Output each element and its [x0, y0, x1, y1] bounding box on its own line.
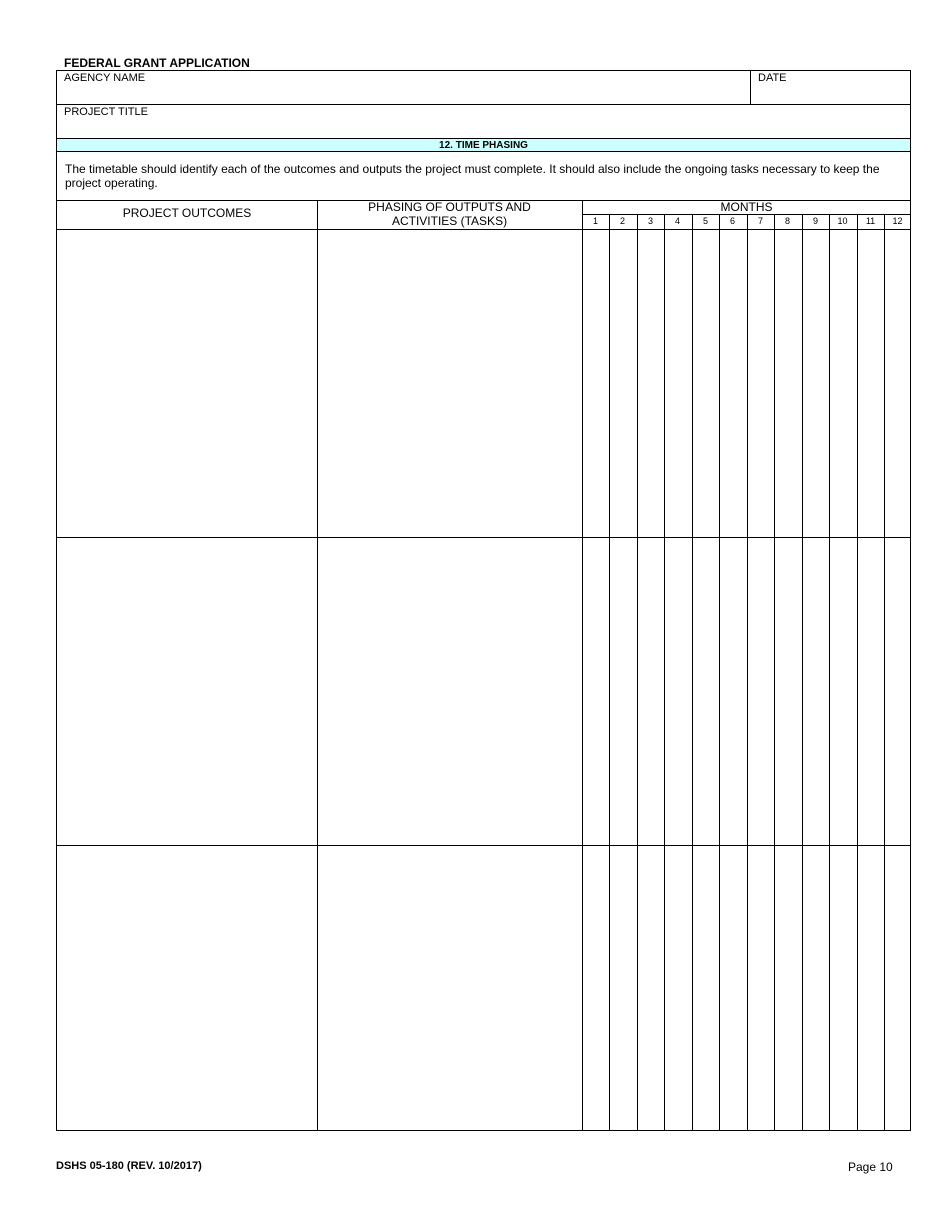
month-11: 11: [865, 216, 876, 226]
col-line-m2: [637, 214, 638, 1131]
month-8: 8: [784, 216, 790, 226]
agency-name-field[interactable]: [57, 71, 750, 104]
col-line-m4: [692, 214, 693, 1131]
month-3: 3: [647, 216, 653, 226]
month-12: 12: [892, 216, 903, 226]
month-1: 1: [592, 216, 598, 226]
col-line-m7: [774, 214, 775, 1131]
month-6: 6: [729, 216, 735, 226]
date-field[interactable]: [751, 71, 911, 104]
form-number: DSHS 05-180 (REV. 10/2017): [56, 1160, 202, 1172]
col-line-m3: [664, 214, 665, 1131]
form-title: FEDERAL GRANT APPLICATION: [64, 56, 250, 70]
page-number: Page 10: [848, 1160, 893, 1174]
col-phasing-line1: PHASING OF OUTPUTS AND: [368, 200, 531, 214]
tasks-cell-1[interactable]: [318, 230, 582, 537]
instructions-text: The timetable should identify each of the outcomes and outputs the project must complete. It should also include the ongoing tasks necessary to keep the project operating.: [65, 162, 880, 190]
outcome-cell-3[interactable]: [57, 846, 317, 1131]
agency-name-label: AGENCY NAME: [64, 72, 146, 84]
month-7: 7: [757, 216, 763, 226]
col-line-m5: [719, 214, 720, 1131]
col-line-m10: [857, 214, 858, 1131]
form-box: [56, 70, 911, 1131]
col-months: MONTHS: [720, 200, 773, 214]
col-line-m9: [829, 214, 830, 1131]
tasks-cell-2[interactable]: [318, 538, 582, 845]
section-title: 12. TIME PHASING: [57, 138, 910, 152]
col-line-m1: [609, 214, 610, 1131]
col-line-m11: [884, 214, 885, 1131]
outcome-cell-2[interactable]: [57, 538, 317, 845]
col-phasing-line2: ACTIVITIES (TASKS): [391, 214, 508, 228]
col-line-m6: [747, 214, 748, 1131]
project-title-label: PROJECT TITLE: [64, 106, 148, 118]
date-label: DATE: [758, 72, 787, 84]
col-project-outcomes: PROJECT OUTCOMES: [122, 206, 252, 220]
outcome-cell-1[interactable]: [57, 230, 317, 537]
col-line-m8: [802, 214, 803, 1131]
tasks-cell-3[interactable]: [318, 846, 582, 1131]
project-title-field[interactable]: [57, 105, 911, 138]
month-4: 4: [674, 216, 680, 226]
month-5: 5: [702, 216, 708, 226]
month-2: 2: [619, 216, 625, 226]
col-line-phasing: [582, 200, 583, 1131]
month-9: 9: [812, 216, 818, 226]
month-10: 10: [837, 216, 848, 226]
